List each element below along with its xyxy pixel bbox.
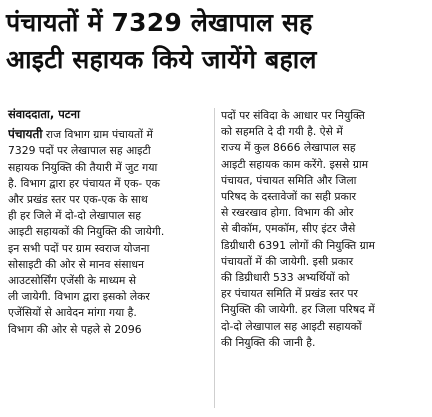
body-line: सोसाइटी की ओर से मानव संसाधन (8, 257, 145, 271)
body-line: पदों पर संविदा के आधार पर नियुक्ति (221, 109, 365, 122)
body-line: से रखरखाव होगा. विभाग की ओर (221, 206, 354, 220)
body-line: ली जायेगी. विभाग द्वारा इसको लेकर (8, 290, 150, 304)
body-line: पंचायतों में की जायेगी. इसी प्रकार (221, 254, 354, 268)
headline (6, 4, 426, 78)
body-line: नियुक्ति की जायेगी. हर जिला परिषद में (221, 303, 375, 317)
body-line: आइटी सहायकों की नियुक्ति की जायेगी. (8, 225, 165, 239)
body-line: आइटी सहायक काम करेंगे. इससे ग्राम (221, 157, 369, 171)
body-line: की डिग्रीधारी 533 अभ्यर्थियों को (221, 271, 350, 285)
body-line: और प्रखंड स्तर पर एक-एक के साथ (8, 193, 148, 207)
body-text: राज विभाग ग्राम पंचायतों में (42, 128, 153, 142)
body-line (8, 126, 212, 143)
body-line: राज्य में कुल 8666 लेखापाल सह (221, 141, 356, 155)
body-line: इन सभी पदों पर ग्राम स्वराज योजना (8, 241, 150, 255)
article-column-right (221, 108, 425, 351)
body-line: हर पंचायत समिति में प्रखंड स्तर पर (221, 287, 358, 301)
body-line: है. विभाग द्वारा हर पंचायत में एक- एक (8, 176, 160, 190)
body-line: 7329 पदों पर लेखापाल सह आइटी (8, 144, 151, 158)
body-line: ही हर जिले में दो-दो लेखापाल सह (8, 209, 142, 223)
byline: संवाददाता, पटना (8, 107, 80, 121)
article-body-right (221, 108, 425, 351)
lead-word: पंचायती (8, 127, 43, 142)
body-line: एजेंसियों से आवेदन मांगा गया है. (8, 306, 137, 320)
body-line: से बीकॉम, एमकॉम, सीए इंटर जैसे (221, 222, 356, 236)
body-line: सहायक नियुक्ति की तैयारी में जुट गया (8, 160, 158, 174)
body-line: परिषद के दस्तावेजों का सही प्रकार (221, 190, 357, 204)
article-body-left (8, 126, 212, 338)
article-column-left (8, 106, 212, 338)
body-line: विभाग की ओर से पहले से 2096 (8, 322, 142, 336)
headline-line-2: आइटी सहायक किये जायेंगे बहाल (6, 45, 317, 74)
body-line: पंचायत, पंचायत समिति और जिला (221, 173, 357, 187)
body-line: डिग्रीधारी 6391 लोगों की नियुक्ति ग्राम (221, 238, 375, 252)
headline-line-1: पंचायतों में 7329 लेखापाल सह (6, 8, 313, 37)
body-line: को सहमति दे दी गयी है. ऐसे में (221, 125, 343, 139)
body-line: आउटसोर्सिंग एजेंसी के माध्यम से (8, 274, 137, 288)
body-line: दो-दो लेखापाल सह आइटी सहायकों (221, 319, 362, 333)
body-line: की नियुक्ति की जानी है. (221, 335, 316, 349)
column-divider (214, 108, 215, 408)
